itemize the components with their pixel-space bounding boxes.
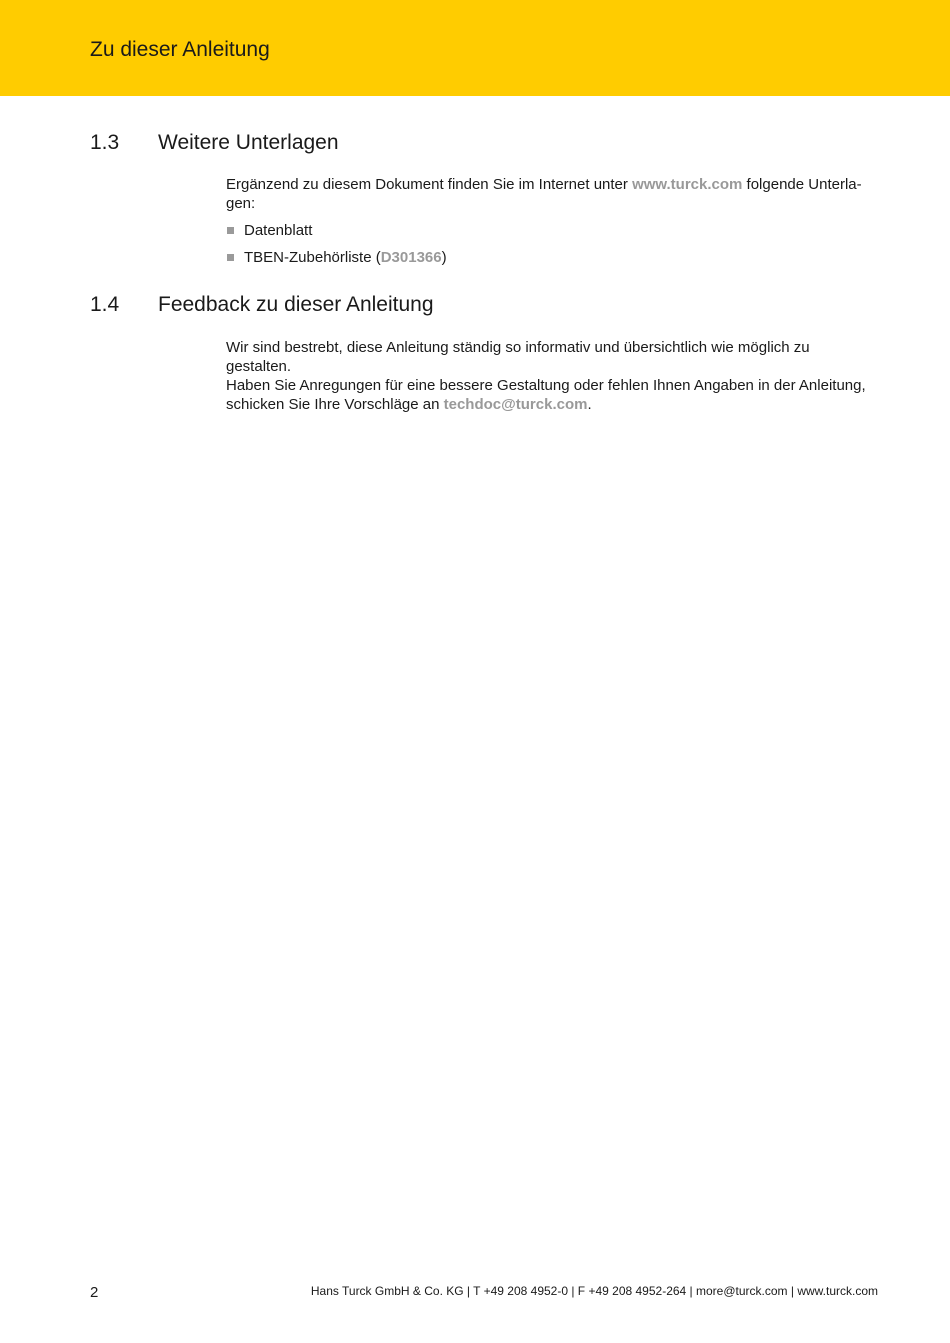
footer-contact: Hans Turck GmbH & Co. KG | T +49 208 4952-0 | F +49 208 4952-264 | more@turck.com | www.turck.com (310, 1284, 878, 1298)
d301366-link[interactable]: D301366 (380, 249, 442, 266)
section-number: 1.4 (90, 293, 120, 316)
section-number: 1.3 (90, 131, 120, 154)
bullet-square-icon (227, 227, 234, 234)
techdoc-email-link[interactable]: techdoc@turck.com (443, 396, 588, 413)
list-item-zubehoerliste (226, 248, 876, 275)
page-number: 2 (90, 1284, 99, 1301)
feedback-line-3-end: . (587, 396, 592, 413)
document-list (226, 221, 876, 275)
list-item-text: Datenblatt (244, 222, 313, 239)
bullet-square-icon (227, 254, 234, 261)
section-heading-feedback (90, 293, 434, 317)
feedback-paragraph (226, 338, 876, 414)
feedback-line-2: Haben Sie Anregungen für eine bessere Gestaltung oder fehlen Ihnen Angaben in der Anleitung, (226, 377, 866, 394)
intro-text-cont: folgende Unterla- (742, 176, 862, 193)
section-intro-paragraph (226, 175, 876, 213)
intro-text: Ergänzend zu diesem Dokument finden Sie im Internet unter (226, 176, 633, 193)
section-title: Weitere Unterlagen (158, 131, 339, 154)
intro-text-line2: gen: (226, 195, 256, 212)
section-heading-weitere-unterlagen (90, 131, 339, 155)
page-header-title: Zu dieser Anleitung (90, 38, 270, 61)
list-item-text: TBEN-Zubehörliste ( (244, 249, 381, 266)
feedback-line-1: Wir sind bestrebt, diese Anleitung ständig so informativ und übersichtlich wie möglich zu gestalten. (226, 339, 810, 375)
section-title: Feedback zu dieser Anleitung (158, 293, 434, 316)
turck-website-link[interactable]: www.turck.com (632, 176, 743, 193)
feedback-line-3: schicken Sie Ihre Vorschläge an (226, 396, 444, 413)
list-item-datenblatt (226, 221, 876, 248)
list-item-text-end: ) (441, 249, 447, 266)
